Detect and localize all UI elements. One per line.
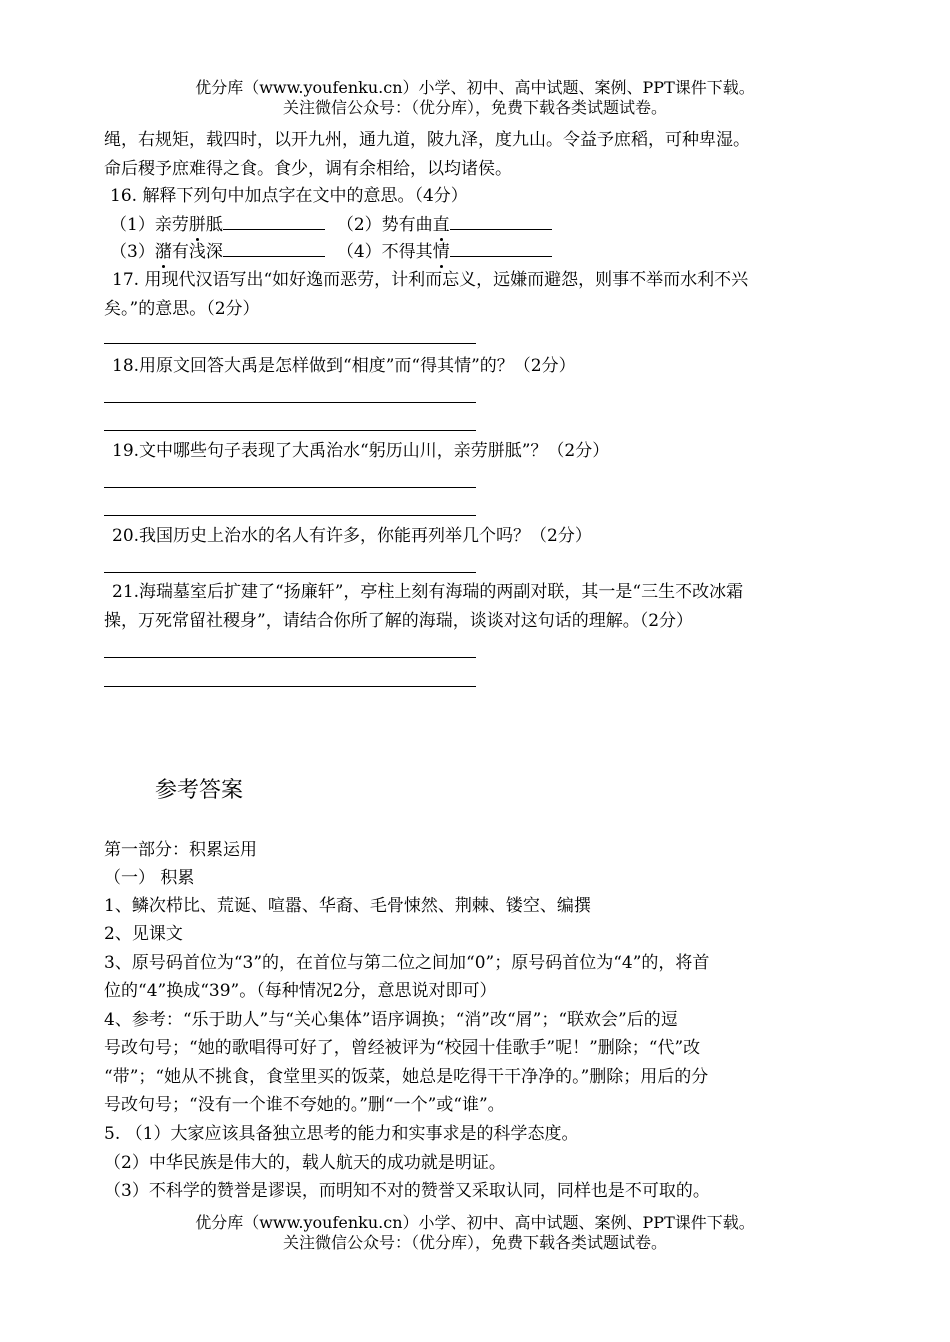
q16-item2-num: （2） bbox=[336, 215, 382, 235]
q21-answer-line-2[interactable] bbox=[104, 686, 476, 687]
q19-answer-line-1[interactable] bbox=[104, 487, 476, 488]
q18-answer-line-1[interactable] bbox=[104, 402, 476, 403]
q16-item1-post: 胝 bbox=[205, 215, 223, 235]
q16-item1-num: （1） bbox=[110, 215, 155, 235]
q16-item1-dotted-char: 胼 bbox=[188, 215, 206, 235]
answer-3-line1: 3、原号码首位为“3”的，在首位与第二位之间加“0”；原号码首位为“4”的，将首 bbox=[104, 953, 710, 973]
q16-prompt: 16. 解释下列句中加点字在文中的意思。（4分） bbox=[110, 186, 468, 206]
q16-item4-answer-blank[interactable] bbox=[450, 238, 552, 257]
answer-5-3: （3）不科学的赞誉是谬误，而明知不对的赞誉又采取认同，同样也是不可取的。 bbox=[104, 1181, 710, 1201]
q16-item2-dotted-char: 直 bbox=[432, 215, 450, 235]
q21-answer-line-1[interactable] bbox=[104, 657, 476, 658]
q16-item3-num: （3） bbox=[110, 242, 155, 262]
answer-4-line2: 号改句号；“她的歌唱得可好了，曾经被评为“校园十佳歌手”呢！”删除；“代”改 bbox=[104, 1038, 701, 1058]
answer-5-1: 5. （1）大家应该具备独立思考的能力和实事求是的科学态度。 bbox=[104, 1124, 579, 1144]
q17-line2: 矣。”的意思。（2分） bbox=[104, 299, 260, 319]
answer-4-line1: 4、参考：“乐于助人”与“关心集体”语序调换；“消”改“屑”；“联欢会”后的逗 bbox=[104, 1010, 678, 1030]
q16-item4-pre: 不得其 bbox=[381, 242, 433, 262]
answer-5-2: （2）中华民族是伟大的，载人航天的成功就是明证。 bbox=[104, 1153, 506, 1173]
answer-2: 2、见课文 bbox=[104, 924, 183, 944]
q16-item4-dotted-char: 情 bbox=[432, 242, 450, 262]
q16-item4-num: （4） bbox=[336, 242, 382, 262]
answer-1: 1、鳞次栉比、荒诞、喧嚣、华裔、毛骨悚然、荆棘、镂空、编撰 bbox=[104, 896, 591, 916]
passage-line2: 命后稷予庶难得之食。食少，调有余相给，以均诸侯。 bbox=[104, 159, 512, 179]
page-header-line1: 优分库（www.youfenku.cn）小学、初中、高中试题、案例、PPT课件下载。 bbox=[195, 78, 755, 97]
q16-row-1 bbox=[110, 211, 855, 237]
answer-3-line2: 位的“4”换成“39”。（每种情况2分，意思说对即可） bbox=[104, 981, 497, 1001]
q19-prompt: 19.文中哪些句子表现了大禹治水“躬历山川，亲劳胼胝”？（2分） bbox=[112, 441, 610, 461]
passage-line1: 绳，右规矩，载四时，以开九州，通九道，陂九泽，度九山。令益予庶稻，可种卑湿。 bbox=[104, 130, 750, 150]
q18-prompt: 18.用原文回答大禹是怎样做到“相度”而“得其情”的？（2分） bbox=[112, 356, 576, 376]
q20-prompt: 20.我国历史上治水的名人有许多，你能再列举几个吗？（2分） bbox=[112, 526, 592, 546]
q16-item3-dotted-char: 潴 bbox=[154, 242, 172, 262]
answers-part: 第一部分：积累运用 bbox=[104, 840, 257, 860]
q17-answer-line[interactable] bbox=[104, 343, 476, 344]
answers-section: （一） 积累 bbox=[104, 868, 195, 888]
q20-answer-line[interactable] bbox=[104, 572, 476, 573]
q16-item3-answer-blank[interactable] bbox=[223, 238, 325, 257]
q16-item3-post: 有浅深 bbox=[171, 242, 223, 262]
answers-title: 参考答案 bbox=[155, 778, 244, 803]
q21-line2: 操，万死常留社稷身”，请结合你所了解的海瑞，谈谈对这句话的理解。（2分） bbox=[104, 611, 694, 631]
page-footer-line1: 优分库（www.youfenku.cn）小学、初中、高中试题、案例、PPT课件下载。 bbox=[195, 1213, 755, 1232]
q16-item1-pre: 亲劳 bbox=[154, 215, 189, 235]
answer-4-line3: “带”；“她从不挑食，食堂里买的饭菜，她总是吃得干干净净的。”删除；用后的分 bbox=[104, 1067, 709, 1087]
q18-answer-line-2[interactable] bbox=[104, 430, 476, 431]
q19-answer-line-2[interactable] bbox=[104, 515, 476, 516]
q16-item2-answer-blank[interactable] bbox=[450, 211, 552, 230]
q17-line1: 17. 用现代汉语写出“如好逸而恶劳，计利而忘义，远嫌而避怨，则事不举而水利不兴 bbox=[112, 270, 749, 290]
q16-item1-answer-blank[interactable] bbox=[223, 211, 325, 230]
q16-row-2 bbox=[110, 238, 855, 264]
answer-4-line4: 号改句号；“没有一个谁不夸她的。”删“一个”或“谁”。 bbox=[104, 1095, 505, 1115]
q16-item2-pre: 势有曲 bbox=[381, 215, 433, 235]
page-header-line2: 关注微信公众号：（优分库），免费下载各类试题试卷。 bbox=[282, 98, 667, 117]
page-footer-line2: 关注微信公众号：（优分库），免费下载各类试题试卷。 bbox=[282, 1233, 667, 1252]
q21-line1: 21.海瑞墓室后扩建了“扬廉轩”，亭柱上刻有海瑞的两副对联，其一是“三生不改冰霜 bbox=[112, 582, 744, 602]
